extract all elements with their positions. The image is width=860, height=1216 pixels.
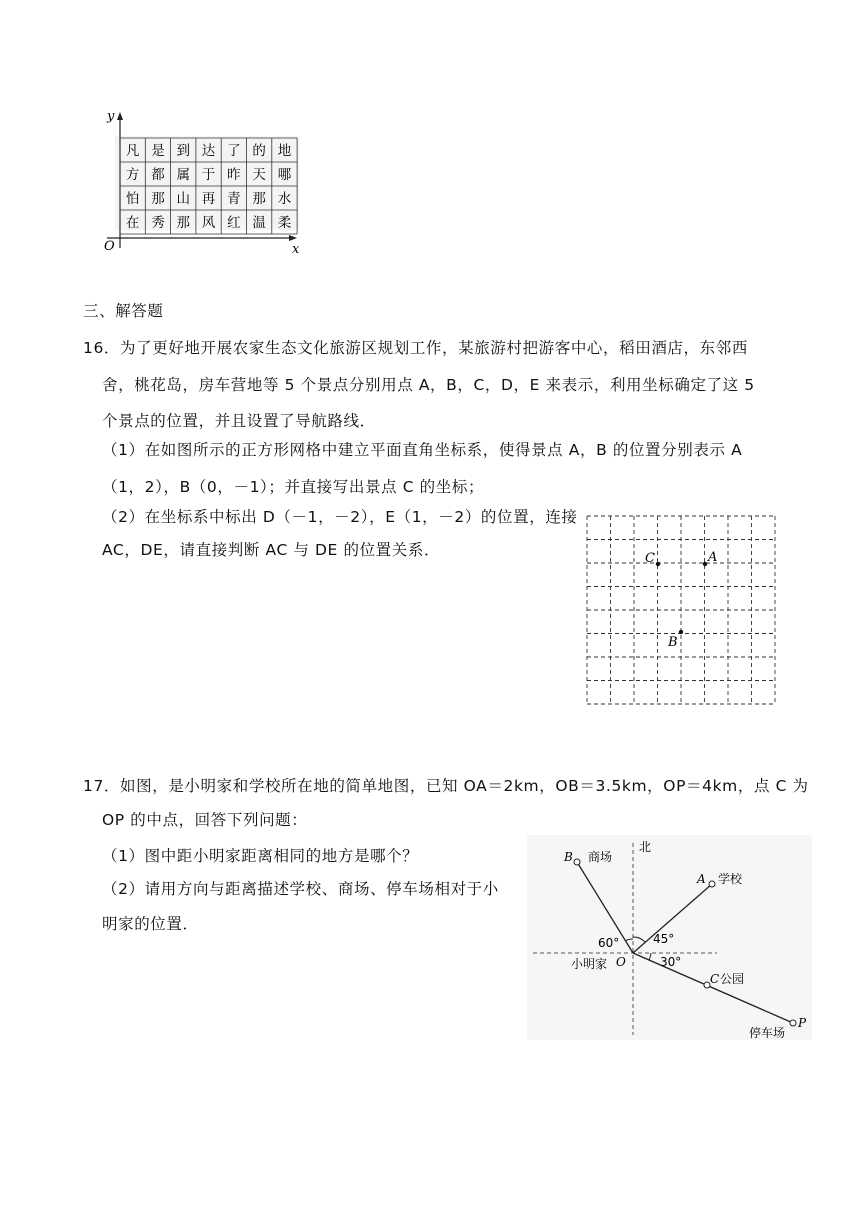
q16-square-grid [583,512,779,706]
char-grid-cell: 的 [252,143,266,159]
o-name: 小明家 [571,957,608,971]
b-letter: B [564,850,573,864]
point-c-label: C [645,551,655,566]
c-letter: C [710,972,720,986]
q16-line-3: 个景点的位置，并且设置了导航路线． [102,412,376,430]
char-grid-cell: 秀 [151,215,165,231]
point-a-marker [709,881,715,887]
char-grid-figure [95,108,310,258]
q17-line-5: 明家的位置． [102,915,199,933]
q16-line-4: （1）在如图所示的正方形网格中建立平面直角坐标系，使得景点 A，B 的位置分别表示 A [102,441,743,459]
q17-map [527,835,812,1045]
point-a-label: A [708,550,718,565]
char-grid-cell: 青 [227,191,241,207]
angle-60-label: 60° [598,936,620,950]
char-grid-cell: 属 [176,167,190,183]
point-c [656,562,660,566]
char-grid-cell: 那 [176,215,190,231]
q17-line-3: （1）图中距小明家距离相同的地方是哪个？ [102,847,419,865]
y-axis-label: y [107,109,115,124]
char-grid-cell: 水 [277,191,292,207]
y-axis-arrow-icon [117,112,123,120]
char-grid-cell: 哪 [277,167,292,183]
angle-30-label: 30° [660,955,682,969]
b-name: 商场 [588,850,613,864]
char-grid-cell: 是 [151,143,165,159]
char-grid-cell: 都 [151,167,165,183]
section-title: 三、解答题 [83,302,164,320]
char-grid-cell: 地 [277,143,292,159]
c-name: 公园 [720,972,745,986]
q16-line-1: 16．为了更好地开展农家生态文化旅游区规划工作，某旅游村把游客中心，稻田酒店，东邻西 [83,339,748,357]
north-label: 北 [639,840,652,854]
char-grid-cell: 再 [201,191,216,207]
point-b-label: B [668,635,678,650]
a-name: 学校 [718,872,743,886]
char-grid-cell: 山 [176,191,190,207]
point-b-marker [574,859,580,865]
q16-line-7: AC，DE，请直接判断 AC 与 DE 的位置关系． [102,541,441,559]
char-grid-cell: 柔 [277,215,292,231]
char-grid-cell: 昨 [227,167,241,183]
char-grid-cell: 达 [201,143,216,159]
x-axis-arrow-icon [289,235,297,241]
dashed-grid-lines [587,516,775,704]
p-letter: P [798,1016,807,1030]
char-grid-cell: 在 [125,215,140,231]
q16-line-6: （2）在坐标系中标出 D（－1，－2），E（1，－2）的位置，连接 [102,508,578,526]
q17-line-1: 17．如图，是小明家和学校所在地的简单地图，已知 OA＝2km，OB＝3.5km，OP＝4km，点 C 为 [83,777,809,795]
a-letter: A [697,872,706,886]
point-p-marker [790,1020,796,1026]
o-letter: O [616,955,626,969]
char-grid-cell: 红 [227,215,241,231]
char-grid-cell: 风 [201,215,216,231]
x-axis-label: x [292,242,300,257]
char-grid-cell: 怕 [125,191,140,207]
char-grid-cell: 那 [252,191,266,207]
p-name: 停车场 [749,1026,786,1040]
char-grid-cell: 到 [176,143,190,159]
char-grid-cell: 天 [252,167,266,183]
char-grid-cell: 温 [252,215,266,231]
char-grid-cell: 方 [125,167,140,183]
q16-line-2: 舍，桃花岛，房车营地等 5 个景点分别用点 A，B，C，D，E 来表示，利用坐标确定了这 5 [102,376,755,394]
char-grid-cell: 凡 [125,143,140,159]
point-a [703,562,707,566]
q17-line-2: OP 的中点，回答下列问题： [102,811,308,829]
char-grid-cell: 于 [201,167,216,183]
q17-line-4: （2）请用方向与距离描述学校、商场、停车场相对于小 [102,880,499,898]
q16-line-5: （1，2），B（0，－1）；并直接写出景点 C 的坐标； [102,478,485,496]
char-grid-cell: 了 [227,143,241,159]
origin-label: O [104,239,115,254]
angle-45-label: 45° [653,932,675,946]
point-b [679,630,683,634]
char-grid-cell: 那 [151,191,165,207]
